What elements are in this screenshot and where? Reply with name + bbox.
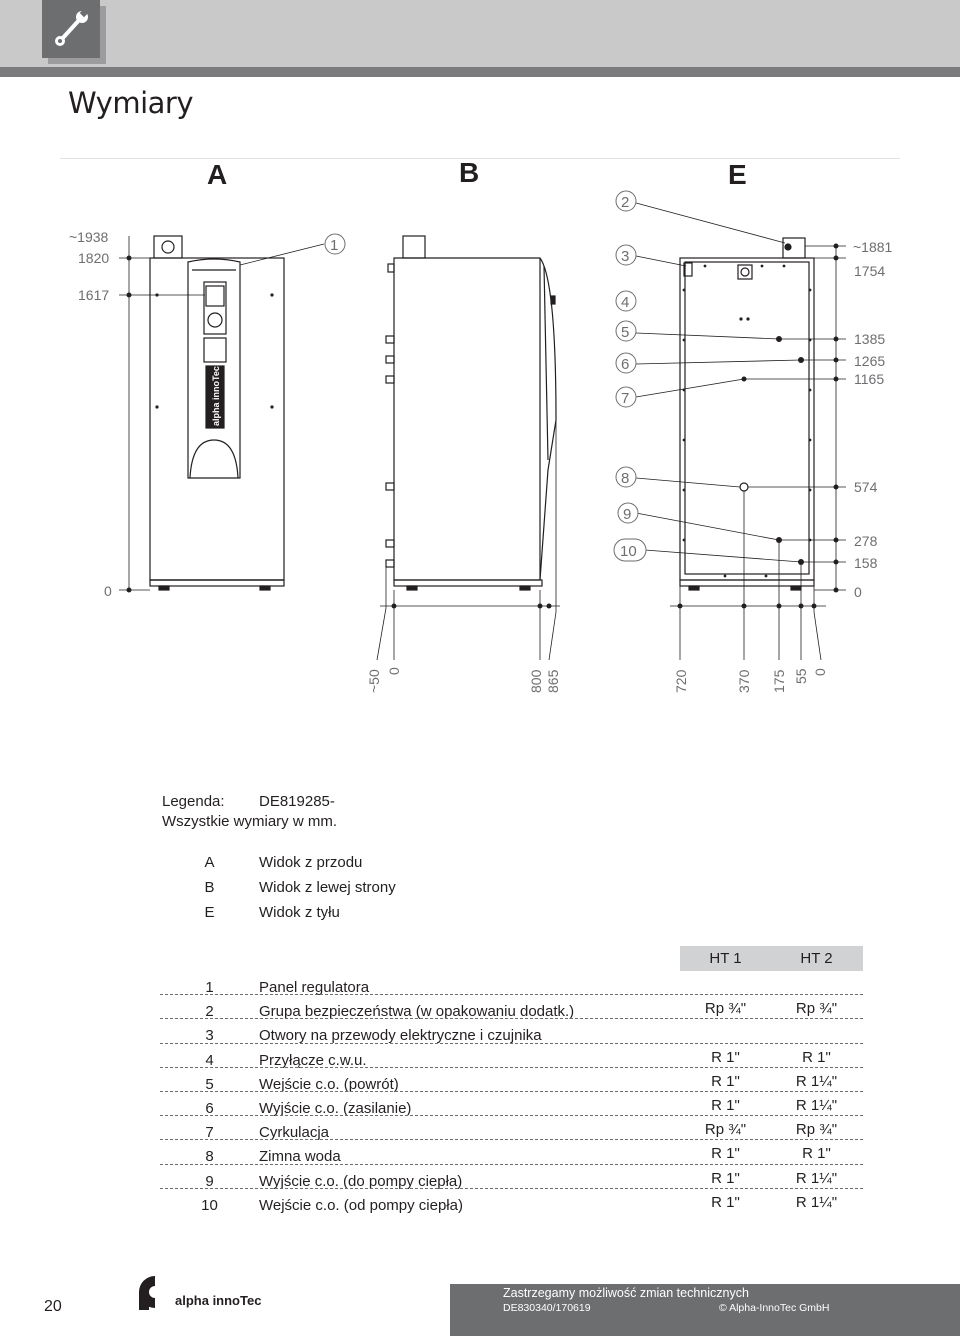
table-row — [160, 1117, 863, 1141]
row-desc: Otwory na przewody elektryczne i czujnika — [259, 1027, 542, 1044]
row-divider — [160, 1139, 863, 1140]
page-number: 20 — [44, 1298, 62, 1315]
page-title: Wymiary — [68, 86, 193, 120]
side-dim-0: 0 — [386, 667, 402, 675]
back-dim-1385: 1385 — [854, 331, 886, 347]
back-dim-1754: 1754 — [854, 263, 886, 279]
row-divider — [160, 1067, 863, 1068]
row-ht2: R 1" — [802, 1145, 831, 1162]
row-ht2: R 1¼" — [795, 1194, 838, 1211]
front-dim-1938: ~1938 — [69, 229, 109, 245]
front-dim-0: 0 — [104, 583, 112, 599]
view-key: B — [204, 879, 215, 896]
row-desc: Wyjście c.o. (do pompy ciepła) — [259, 1173, 463, 1190]
side-dim-50: ~50 — [366, 669, 382, 693]
row-ht2: Rp ¾" — [795, 1121, 838, 1138]
side-dim-800: 800 — [528, 669, 544, 693]
row-ht2: R 1¼" — [795, 1097, 838, 1114]
section-icon-box — [42, 0, 100, 58]
row-desc: Wyjście c.o. (zasilanie) — [259, 1100, 412, 1117]
dimension-drawing — [0, 150, 960, 710]
row-divider — [160, 1018, 863, 1019]
back-callout-4: 4 — [621, 294, 630, 311]
footer-logo-text: alpha innoTec — [175, 1293, 262, 1308]
row-number: 3 — [205, 1027, 214, 1044]
table-header — [680, 946, 863, 971]
view-desc: Widok z lewej strony — [259, 879, 396, 896]
row-desc: Zimna woda — [259, 1148, 341, 1165]
header-ht1: HT 1 — [709, 950, 742, 967]
back-dim-175: 175 — [771, 669, 787, 693]
table-row — [160, 1190, 863, 1214]
row-ht1: R 1" — [711, 1073, 740, 1090]
back-callout-5: 5 — [621, 324, 630, 341]
view-row — [160, 900, 396, 925]
row-number: 1 — [205, 979, 214, 996]
row-divider — [160, 1164, 863, 1165]
view-row — [160, 850, 396, 875]
back-dim-720: 720 — [673, 669, 689, 693]
row-desc: Wejście c.o. (powrót) — [259, 1076, 399, 1093]
row-desc: Cyrkulacja — [259, 1124, 330, 1141]
alpha-innotec-logo — [137, 1272, 267, 1314]
row-ht2: R 1¼" — [795, 1073, 838, 1090]
back-callout-7: 7 — [621, 390, 630, 407]
front-logo-text: alpha innoTec — [211, 366, 221, 426]
back-dim-0: 0 — [854, 584, 862, 600]
back-dim-1265: 1265 — [854, 353, 886, 369]
row-desc: Przyłącze c.w.u. — [259, 1052, 367, 1069]
back-dim-55: 55 — [793, 668, 809, 684]
table-row — [160, 972, 863, 996]
row-desc: Grupa bezpieczeństwa (w opakowaniu dodatk.) — [259, 1003, 575, 1020]
side-dim-865: 865 — [545, 669, 561, 693]
footer-code: DE830340/170619 — [503, 1302, 591, 1314]
table-row — [160, 1093, 863, 1117]
front-callout-1: 1 — [330, 237, 339, 254]
front-dim-1617: 1617 — [78, 287, 110, 303]
back-dim-0b: 0 — [812, 668, 828, 676]
view-desc: Widok z przodu — [259, 854, 363, 871]
row-number: 7 — [205, 1124, 214, 1141]
row-number: 5 — [205, 1076, 214, 1093]
back-dim-370: 370 — [736, 669, 752, 693]
back-callout-8: 8 — [621, 470, 630, 487]
views-list — [160, 850, 396, 925]
row-number: 6 — [205, 1100, 214, 1117]
back-callout-3: 3 — [621, 248, 630, 265]
back-dim-1165: 1165 — [854, 371, 885, 387]
row-ht1: R 1" — [711, 1194, 740, 1211]
row-ht1: R 1" — [711, 1170, 740, 1187]
row-ht1: Rp ¾" — [704, 1121, 747, 1138]
side-view — [386, 236, 556, 590]
row-ht1: Rp ¾" — [704, 1000, 747, 1017]
header-ht2: HT 2 — [800, 950, 833, 967]
row-ht1: R 1" — [711, 1145, 740, 1162]
row-ht2: Rp ¾" — [795, 1000, 838, 1017]
back-dim-1881: ~1881 — [853, 239, 893, 255]
legend-code: DE819285- — [259, 793, 335, 810]
row-number: 8 — [205, 1148, 214, 1165]
back-callout-10: 10 — [620, 543, 637, 560]
view-key: E — [204, 904, 215, 921]
row-divider — [160, 1188, 863, 1189]
table-row — [160, 1166, 863, 1190]
wrench-icon — [42, 0, 100, 58]
top-bar — [0, 0, 960, 70]
front-dim-1820: 1820 — [78, 250, 110, 266]
row-divider — [160, 1043, 863, 1044]
legend-label: Legenda: — [162, 793, 225, 810]
top-bar-line — [0, 67, 960, 77]
footer-note: Zastrzegamy możliwość zmian technicznych — [503, 1286, 749, 1300]
view-desc: Widok z tyłu — [259, 904, 340, 921]
back-dim-158: 158 — [854, 555, 878, 571]
row-divider — [160, 1115, 863, 1116]
back-callout-6: 6 — [621, 356, 630, 373]
row-desc: Panel regulatora — [259, 979, 370, 996]
view-row — [160, 875, 396, 900]
table-row — [160, 1020, 863, 1044]
table-row — [160, 996, 863, 1020]
back-dim-278: 278 — [854, 533, 878, 549]
back-view — [680, 238, 814, 590]
legend-note: Wszystkie wymiary w mm. — [162, 813, 337, 830]
row-number: 10 — [201, 1197, 218, 1214]
view-label-e: E — [728, 159, 747, 190]
back-callout-2: 2 — [621, 194, 630, 211]
table-row — [160, 1141, 863, 1165]
row-ht1: R 1" — [711, 1097, 740, 1114]
row-number: 9 — [205, 1173, 214, 1190]
row-number: 4 — [205, 1052, 214, 1069]
row-ht1: R 1" — [711, 1049, 740, 1066]
row-divider — [160, 994, 863, 995]
table-row — [160, 1069, 863, 1093]
row-divider — [160, 1091, 863, 1092]
table-row — [160, 1045, 863, 1069]
footer-copyright: © Alpha-InnoTec GmbH — [719, 1302, 830, 1314]
row-ht2: R 1¼" — [795, 1170, 838, 1187]
row-desc: Wejście c.o. (od pompy ciepła) — [259, 1197, 463, 1214]
legend — [162, 792, 337, 832]
row-ht2: R 1" — [802, 1049, 831, 1066]
back-callout-9: 9 — [623, 506, 632, 523]
view-label-a: A — [207, 159, 228, 190]
back-dim-574: 574 — [854, 479, 878, 495]
view-label-b: B — [459, 157, 480, 188]
view-key: A — [204, 854, 215, 871]
row-number: 2 — [205, 1003, 214, 1020]
